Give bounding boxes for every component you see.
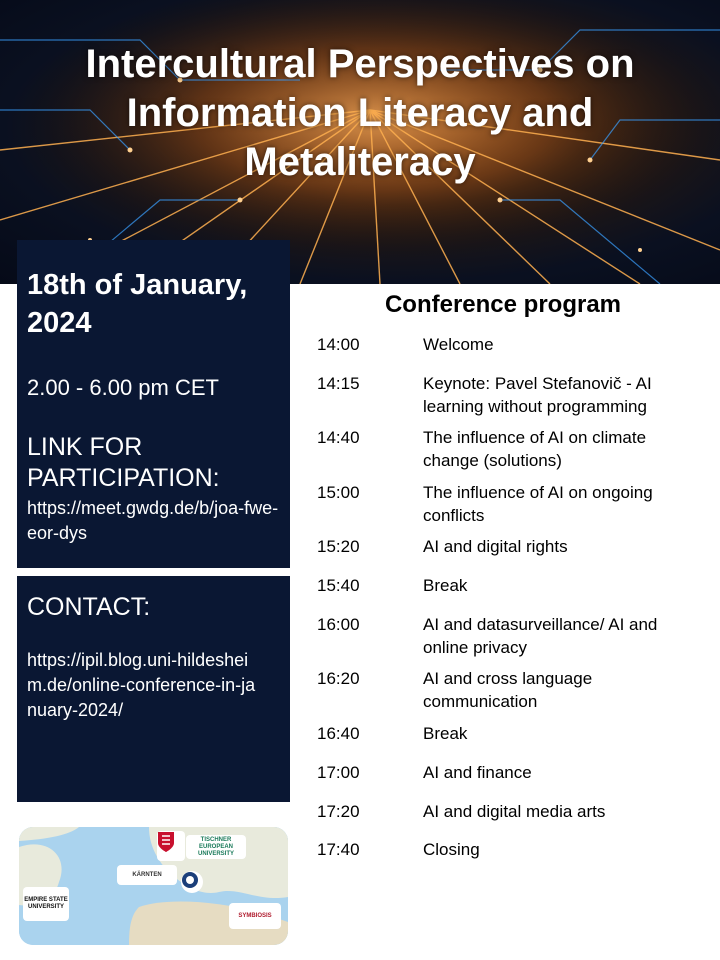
program-time: 16:00 — [317, 615, 360, 634]
event-time: 2.00 - 6.00 pm CET — [27, 375, 219, 400]
event-details-panel — [17, 240, 290, 568]
program-title: Break — [423, 576, 468, 595]
title-line-1: Intercultural Perspectives on — [85, 42, 635, 86]
program-time: 17:40 — [317, 840, 360, 859]
symbiosis-logo-text: SYMBIOSIS — [238, 912, 272, 919]
page-title — [20, 40, 700, 187]
program-title: Closing — [423, 840, 480, 859]
empire-state-logo — [23, 887, 69, 921]
symbiosis-logo — [229, 903, 281, 929]
program-title: The influence of AI on ongoing conflicts — [423, 483, 653, 525]
tischner-logo-text: TISCHNER EUROPEAN UNIVERSITY — [197, 836, 234, 857]
program-time: 15:40 — [317, 576, 360, 595]
program-title: Break — [423, 724, 468, 743]
crest-icon — [157, 831, 175, 853]
program-title: AI and datasurveillance/ AI and online privacy — [423, 615, 658, 657]
program-title: AI and digital rights — [423, 537, 568, 556]
participation-link[interactable]: https://meet.gwdg.de/b/joa-fwe-eor-dys — [27, 498, 279, 543]
program-time: 17:20 — [317, 802, 360, 821]
partner-map — [19, 827, 288, 945]
tischner-logo — [186, 835, 246, 859]
program-title: AI and cross language communication — [423, 669, 593, 711]
program-time: 16:40 — [317, 724, 360, 743]
program-time: 15:20 — [317, 537, 360, 556]
program-time: 14:00 — [317, 335, 360, 354]
program-title: AI and digital media arts — [423, 802, 606, 821]
program-title: Keynote: Pavel Stefanovič - AI learning without programming — [423, 374, 652, 416]
university-seal-logo — [181, 871, 203, 893]
event-date: 18th of January, 2024 — [27, 269, 248, 339]
title-line-2: Information Literacy and — [126, 91, 594, 135]
title-line-3: Metaliteracy — [244, 140, 476, 184]
contact-link[interactable]: https://ipil.blog.uni-hildesheim.de/online-conference-in-january-2024/ — [27, 650, 256, 720]
program-title: The influence of AI on climate change (solutions) — [423, 428, 647, 470]
karnten-logo — [117, 865, 177, 885]
program-time: 16:20 — [317, 669, 360, 688]
seal-icon — [181, 871, 199, 889]
participation-link-label: LINK FOR PARTICIPATION: — [27, 433, 220, 492]
program-time: 17:00 — [317, 763, 360, 782]
karnten-logo-text: KÄRNTEN — [132, 871, 162, 878]
program-title: AI and finance — [423, 763, 532, 782]
university-crest-logo — [157, 831, 185, 861]
program-time: 14:15 — [317, 374, 360, 393]
contact-label: CONTACT: — [27, 593, 151, 621]
program-heading: Conference program — [384, 291, 622, 318]
program-time: 15:00 — [317, 483, 360, 502]
empire-state-logo-text: EMPIRE STATE UNIVERSITY — [24, 897, 68, 910]
program-title: Welcome — [423, 335, 494, 354]
program-time: 14:40 — [317, 428, 360, 447]
contact-panel — [17, 576, 290, 802]
